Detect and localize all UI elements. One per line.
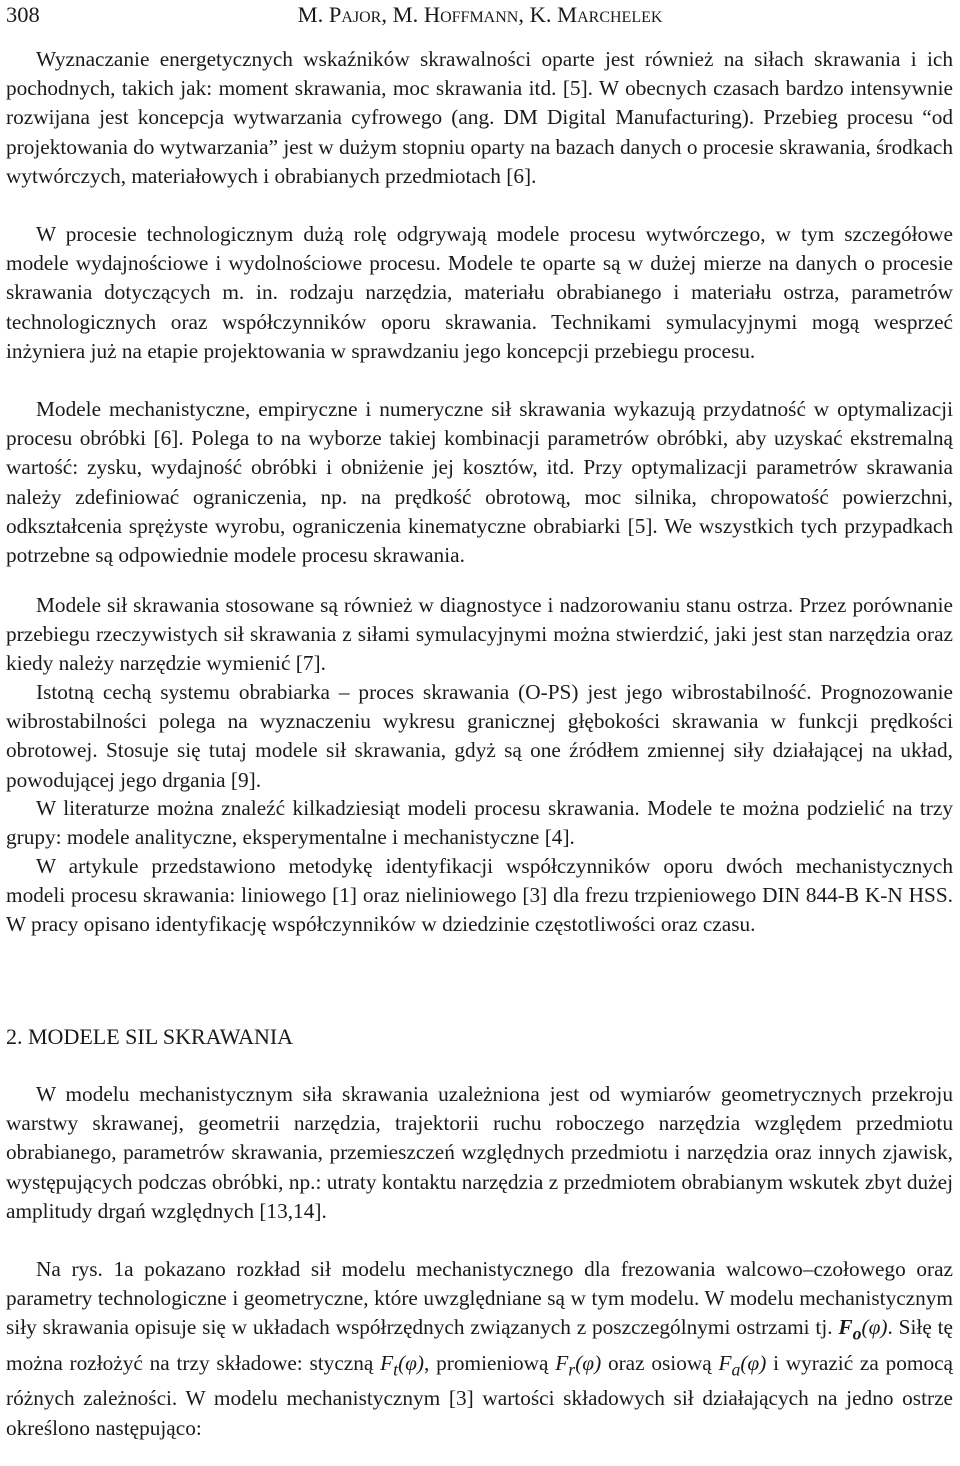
force-text-4: oraz osiową xyxy=(601,1350,719,1375)
paragraph-force-components xyxy=(6,1255,953,1443)
force-text-5: i wyrazić za pomocą różnych zależności. W modelu mechanistycznym [3] wartości składowych sił działających na jedno ostrze określono następująco: xyxy=(6,1350,954,1440)
force-text-3: , promieniową xyxy=(424,1350,556,1375)
page-number: 308 xyxy=(6,2,40,27)
force-symbol-fa: $F_a(\varphi)$ xyxy=(718,1350,767,1380)
page-header xyxy=(6,0,954,30)
force-symbol-fr: $F_r(\varphi)$ xyxy=(555,1350,602,1380)
force-text-2: . Siłę tę można rozłożyć na trzy składowe: styczną xyxy=(6,1315,953,1375)
paragraph-optimization: Modele mechanistyczne, empiryczne i numeryczne sił skrawania wykazują przydatność w optymalizacji procesu obróbki [6]. Polega to na wyborze takiej kombinacji parametrów obróbki, aby uzyskać ekstremalną wartość: zysku, wydajność obróbki i obniżenie jej kosztów, itd. Przy optymalizacji parametrów skrawania należy zdefiniować ograniczenia, np. na prędkość obrotową, moc silnika, chropowatość powierzchni, odkształcenia sprężyste wyrobu, ograniczenia kinematyczne obrabiarki [5]. We wszystkich tych przypadkach potrzebne są odpowiednie modele procesu skrawania. xyxy=(6,397,953,568)
force-text-1: Na rys. 1a pokazano rozkład sił modelu mechanistycznego dla frezowania walcowo–czołowego oraz parametry technologiczne i geometryczne, które uwzględniane są w tym modelu. W modelu mechanistycznym siły skrawania opisuje się w układach współrzędnych związanych z poszczególnymi ostrzami tj. xyxy=(6,1257,953,1340)
paragraph-technological-models: W procesie technologicznym dużą rolę odgrywają modele procesu wytwórczego, w tym szczegółowe modele wydajnościowe i wydolnościowe procesu. Modele te oparte są w dużej mierze na danych o procesie skrawania dotyczących m. in. rodzaju narzędzia, materiału obrabianego i materiału ostrza, parametrów technologicznych oraz współczynników oporu skrawania. Technikami symulacyjnymi mogą wesprzeć inżyniera już na etapie projektowania w sprawdzaniu jego koncepcji przebiegu procesu. xyxy=(6,222,953,363)
paragraph-article-scope: W artykule przedstawiono metodykę identyfikacji współczynników oporu dwóch mechanistycznych modeli procesu skrawania: liniowego [1] oraz nieliniowego [3] dla frezu trzpieniowego DIN 844-B K-N HSS. W pracy opisano identyfikację współczynników w dziedzinie częstotliwości oraz czasu. xyxy=(6,854,953,937)
force-symbol-fo: $F_o$ xyxy=(838,1315,862,1344)
running-head-authors: M. Pajor, M. Hoffmann, K. Marchelek xyxy=(297,2,663,27)
force-symbol-ft: $F_t(\varphi)$ xyxy=(380,1350,425,1380)
paragraph-diagnostics: Modele sił skrawania stosowane są również w diagnostyce i nadzorowaniu stanu ostrza. Przez porównanie przebiegu rzeczywistych sił skrawania z siłami symulacyjnymi można stwierdzić, jaki jest stan narzędzia oraz kiedy należy narzędzie wymienić [7]. xyxy=(6,593,953,676)
paragraph-intro: Wyznaczanie energetycznych wskaźników skrawalności oparte jest również na siłach skrawania i ich pochodnych, takich jak: moment skrawania, moc skrawania itd. [5]. W obecnych czasach bardzo intensywnie rozwijana jest koncepcja wytwarzania cyfrowego (ang. DM Digital Manufacturing). Przebieg procesu “od projektowania do wytwarzania” jest w dużym stopniu oparty na bazach danych o procesie skrawania, środkach wytwórczych, materiałowych i obrabianych przedmiotach [6]. xyxy=(6,47,953,188)
paragraph-literature: W literaturze można znaleźć kilkadziesiąt modeli procesu skrawania. Modele te można podzielić na trzy grupy: modele analityczne, eksperymentalne i mechanistyczne [4]. xyxy=(6,796,953,850)
paragraph-mechanistic-model: W modelu mechanistycznym siła skrawania uzależniona jest od wymiarów geometrycznych przekroju warstwy skrawanej, geometrii narzędzia, trajektorii ruchu roboczego narzędzia względem przedmiotu obrabianego, parametrów skrawania, przemieszczeń względnych przedmiotu i narzędzia oraz innych zjawisk, występujących podczas obróbki, np.: utraty kontaktu narzędzia z przedmiotem obrabianym wskutek zbyt dużej amplitudy drgań względnych [13,14]. xyxy=(6,1082,953,1223)
section-heading: 2. MODELE SIL SKRAWANIA xyxy=(6,1024,294,1049)
paragraph-vibrostability: Istotną cechą systemu obrabiarka – proces skrawania (O-PS) jest jego wibrostabilność. Prognozowanie wibrostabilności polega na wyznaczeniu wykresu granicznej głębokości skrawania w funkcji prędkości obrotowej. Stosuje się tutaj modele sił skrawania, gdyż są one źródłem zmiennej siły działającej na układ, powodującej jego drgania [9]. xyxy=(6,680,953,792)
force-arg-fo: (φ) xyxy=(861,1315,888,1340)
